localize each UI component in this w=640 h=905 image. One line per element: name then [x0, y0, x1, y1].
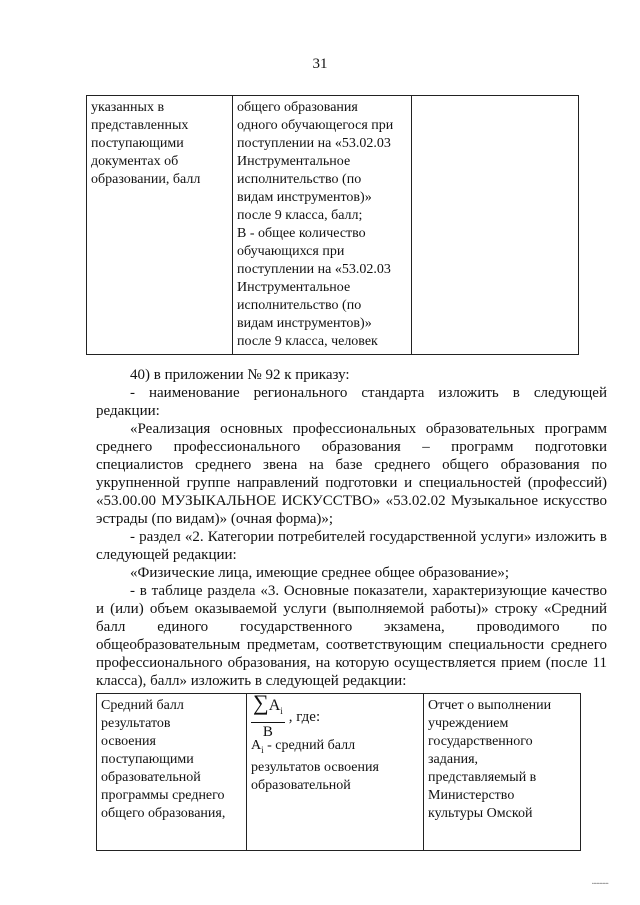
table-row [87, 96, 579, 355]
paragraph: 40) в приложении № 92 к приказу: [130, 367, 350, 383]
table-cell-formula [247, 690, 424, 851]
variable-definition [251, 737, 419, 759]
table-new-row [96, 690, 581, 851]
table-cell-indicator [87, 96, 233, 355]
cell-text: общего образования одного обучающегося при поступлении на «53.02.03 Инструментальное исполнительство (по видам инструментов)» после 9 класса, балл; В - общее количество обучающихся при поступлении на «53.02.03 Инструментальное исполнительство (по видам инструментов)» после 9 класса, человек [237, 100, 394, 349]
paragraph: - наименование регионального стандарта изложить в следующей редакции: [96, 385, 607, 419]
table-cell-indicator [97, 694, 247, 851]
definition-variable: A [251, 738, 262, 753]
cell-text: указанных в представленных поступающими документах об образовании, балл [91, 100, 201, 187]
cell-text: Средний балл результатов освоения поступающими образовательной программы среднего общего образования, [101, 698, 226, 821]
table-cell-source [424, 694, 581, 851]
table-continued-top [86, 95, 579, 355]
page-number: 31 [312, 56, 328, 72]
formula-numerator [251, 690, 285, 722]
paragraph: «Физические лица, имеющие среднее общее образование»; [130, 565, 509, 581]
formula-denominator: B [262, 723, 273, 740]
formula [251, 690, 419, 740]
sum-symbol: ∑ [253, 690, 269, 716]
paragraph: «Реализация основных профессиональных образовательных программ среднего профессионального образования – программ подготовки специалистов среднего звена на базе среднего общего образования по укрупненной группе направлений подготовки и специальностей (профессий) «53.00.00 МУЗЫКАЛЬНОЕ ИСКУССТВО» «53.02.02 Музыкальное искусство эстрады (по видам)» (очная форма)»; [96, 421, 607, 527]
definition-text: - средний балл [263, 738, 356, 753]
paragraph: - раздел «2. Категории потребителей государственной услуги» изложить в следующей редакции: [96, 529, 607, 563]
formula-fraction [251, 690, 285, 740]
table-row [97, 694, 581, 851]
cell-text: Отчет о выполнении учреждением государственного задания, представляемый в Министерство культуры Омской [428, 698, 552, 821]
footer-mark: ........... [591, 876, 608, 887]
cell-text: результатов освоения образовательной [251, 759, 379, 793]
paragraph: - в таблице раздела «3. Основные показатели, характеризующие качество и (или) объем оказываемой услуги (выполняемой работы)» строку «Средний балл единого государственного экзамена, проводимого по общеобразовательным предметам, соответствующим специальности среднего профессионального образования, на которую осуществляется прием (после 11 класса), балл» изложить в следующей редакции: [96, 583, 607, 689]
table-cell-source [412, 96, 579, 355]
formula-suffix: , где: [288, 709, 321, 725]
numerator-subscript: i [280, 706, 283, 717]
definition-subscript: i [261, 744, 264, 755]
numerator-variable: A [268, 697, 281, 715]
table-cell-formula [233, 96, 412, 355]
body-text [96, 366, 607, 690]
